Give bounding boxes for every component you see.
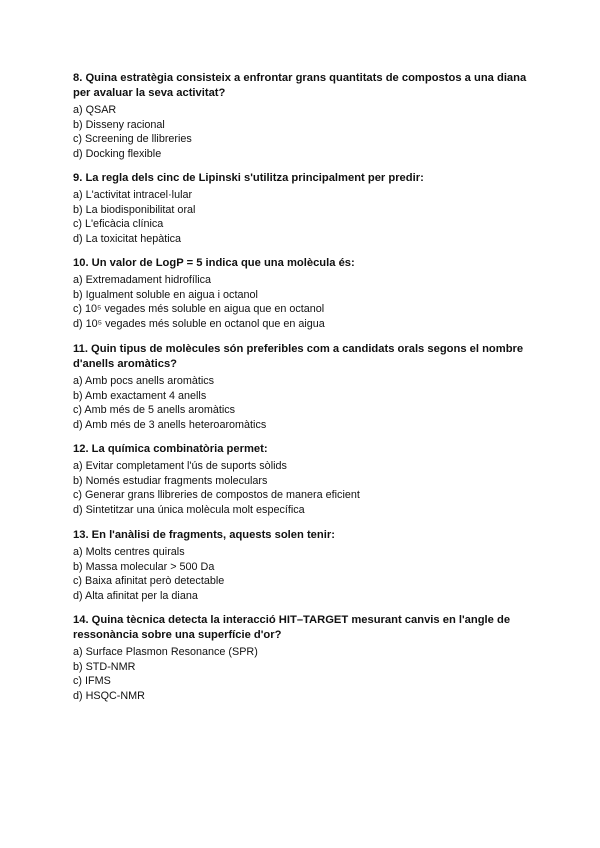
option-b: b) La biodisponibilitat oral xyxy=(73,203,196,216)
option-d: d) 10⁵ vegades més soluble en octanol que en aigua xyxy=(73,317,325,330)
question-title: 14. Quina tècnica detecta la interacció HIT–TARGET mesurant canvis en l'angle de ressonància sobre una superfície d'or? xyxy=(73,614,511,641)
option-c: c) Amb més de 5 anells aromàtics xyxy=(73,404,236,417)
question-11 xyxy=(73,342,543,432)
question-title: 12. La química combinatòria permet: xyxy=(73,443,268,455)
option-b: b) Només estudiar fragments moleculars xyxy=(73,474,268,487)
option-d: d) Amb més de 3 anells heteroaromàtics xyxy=(73,418,267,431)
option-a: a) L'activitat intracel·lular xyxy=(73,189,193,201)
option-a: a) QSAR xyxy=(73,104,117,116)
option-a: a) Molts centres quirals xyxy=(73,546,185,558)
option-b: b) Amb exactament 4 anells xyxy=(73,389,207,402)
option-c: c) IFMS xyxy=(73,675,111,688)
option-d: d) Alta afinitat per la diana xyxy=(73,589,198,602)
option-d: d) La toxicitat hepàtica xyxy=(73,232,182,245)
option-c: c) 10⁵ vegades més soluble en aigua que en octanol xyxy=(73,303,325,316)
question-title: 9. La regla dels cinc de Lipinski s'utilitza principalment per predir: xyxy=(73,172,424,184)
option-a: a) Amb pocs anells aromàtics xyxy=(73,375,215,387)
question-13 xyxy=(73,528,543,603)
question-9 xyxy=(73,171,543,246)
option-c: c) Baixa afinitat però detectable xyxy=(73,575,225,588)
question-title: 13. En l'anàlisi de fragments, aquests solen tenir: xyxy=(73,529,335,541)
option-a: a) Evitar completament l'ús de suports sòlids xyxy=(73,460,287,472)
question-12 xyxy=(73,442,543,517)
option-b: b) Massa molecular > 500 Da xyxy=(73,560,215,573)
option-d: d) Docking flexible xyxy=(73,147,162,160)
question-10 xyxy=(73,256,543,331)
question-14 xyxy=(73,613,543,703)
option-a: a) Extremadament hidrofílica xyxy=(73,274,212,286)
option-b: b) Igualment soluble en aigua i octanol xyxy=(73,288,258,301)
option-d: d) Sintetitzar una única molècula molt específica xyxy=(73,503,305,516)
option-d: d) HSQC-NMR xyxy=(73,689,145,702)
option-b: b) STD-NMR xyxy=(73,660,136,673)
question-title: 10. Un valor de LogP = 5 indica que una molècula és: xyxy=(73,257,355,269)
option-c: c) L'eficàcia clínica xyxy=(73,218,164,231)
question-title: 11. Quin tipus de molècules són preferibles com a candidats orals segons el nombre d'anells aromàtics? xyxy=(73,343,524,370)
option-a: a) Surface Plasmon Resonance (SPR) xyxy=(73,646,258,658)
option-c: c) Generar grans llibreries de compostos de manera eficient xyxy=(73,489,360,502)
question-8 xyxy=(73,71,543,161)
option-c: c) Screening de llibreries xyxy=(73,133,192,146)
option-b: b) Disseny racional xyxy=(73,118,165,131)
question-title: 8. Quina estratègia consisteix a enfrontar grans quantitats de compostos a una diana per avaluar la seva activitat? xyxy=(73,72,527,99)
